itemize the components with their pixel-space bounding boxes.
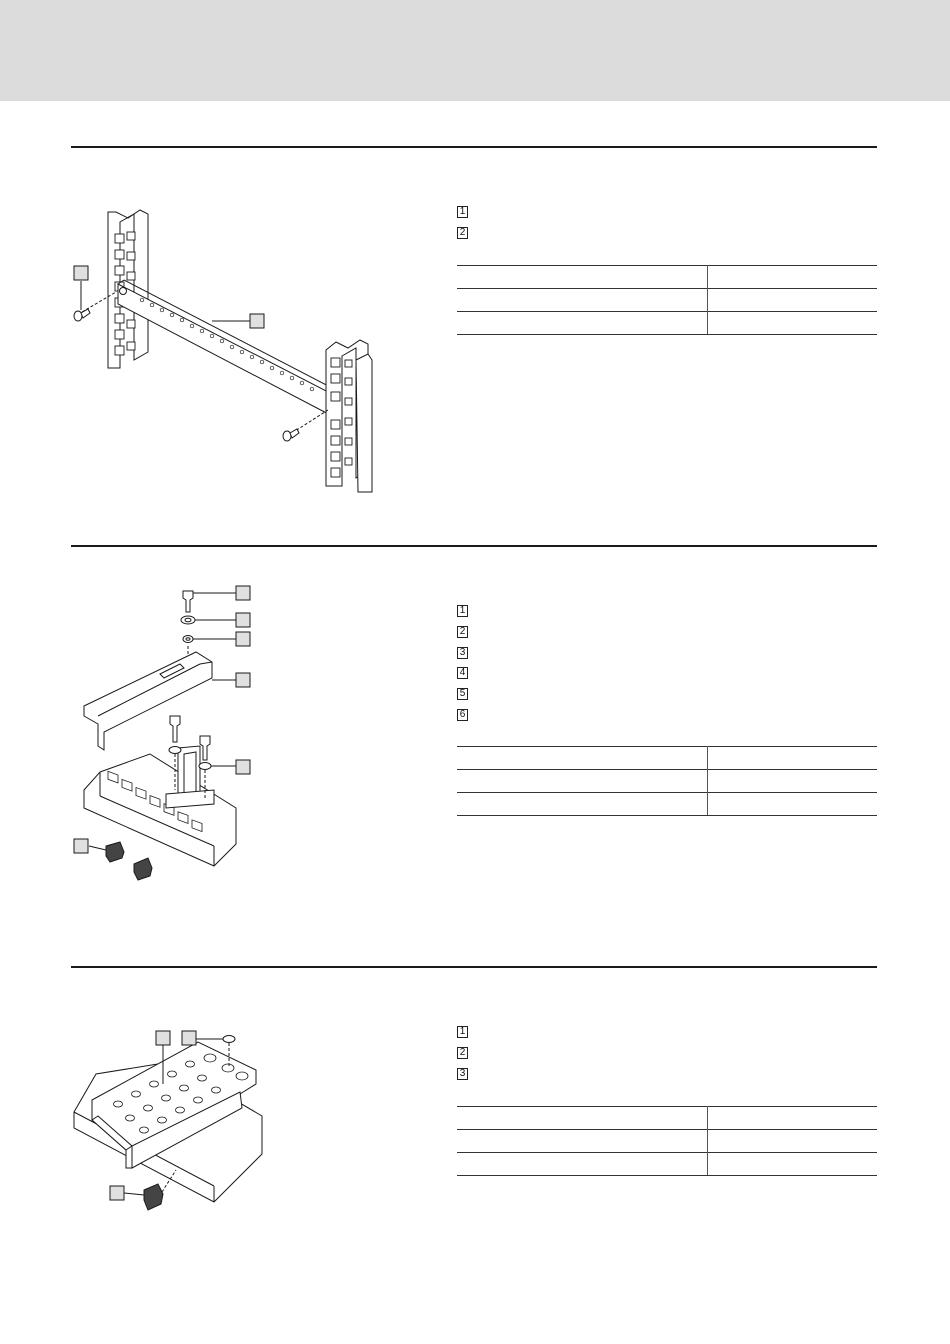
legend-number: 1 [457,1026,468,1038]
table-row [457,747,877,770]
legend-number: 5 [457,688,468,700]
legend-item [457,223,476,244]
table-row [457,1153,877,1176]
table-cell [708,312,878,335]
table-cell [708,1107,878,1130]
table-cell [708,793,878,816]
legend-item [457,601,476,622]
legend-number: 3 [457,647,468,659]
legend-number: 3 [457,1068,468,1080]
cross-member-illustration [60,580,360,910]
table-cell [708,747,878,770]
legend-number: 2 [457,1047,468,1059]
table-row [457,793,877,816]
legend-item [457,704,476,725]
table-cell [457,1107,708,1130]
mounting-plate-illustration [60,1020,360,1240]
table-cell [457,1130,708,1153]
legend-item [457,642,476,663]
legend-item [457,1043,476,1064]
legend-item [457,202,476,223]
legend-number: 4 [457,667,468,679]
table-cell [708,289,878,312]
section-3-legend [457,1022,476,1084]
section-1-spec-table [457,265,877,335]
section-1-rule [71,146,877,148]
table-cell [708,266,878,289]
section-2-rule [71,545,877,547]
table-cell [457,289,708,312]
table-cell [457,312,708,335]
section-2-spec-table [457,746,877,816]
table-row [457,770,877,793]
legend-number: 2 [457,227,468,239]
section-3-spec-table [457,1106,877,1176]
table-row [457,289,877,312]
table-cell [457,747,708,770]
legend-number: 6 [457,709,468,721]
table-cell [457,770,708,793]
table-cell [708,1153,878,1176]
table-cell [457,1153,708,1176]
table-row [457,266,877,289]
legend-item [457,622,476,643]
table-row [457,1130,877,1153]
section-3-rule [71,966,877,968]
legend-item [457,684,476,705]
section-1-legend [457,202,476,243]
header-band [0,0,950,101]
legend-number: 2 [457,626,468,638]
legend-number: 1 [457,206,468,218]
table-cell [457,266,708,289]
table-row [457,1107,877,1130]
legend-number: 1 [457,605,468,617]
legend-item [457,1063,476,1084]
table-cell [708,1130,878,1153]
table-cell [457,793,708,816]
legend-item [457,663,476,684]
table-row [457,312,877,335]
legend-item [457,1022,476,1043]
table-cell [708,770,878,793]
section-2-legend [457,601,476,725]
